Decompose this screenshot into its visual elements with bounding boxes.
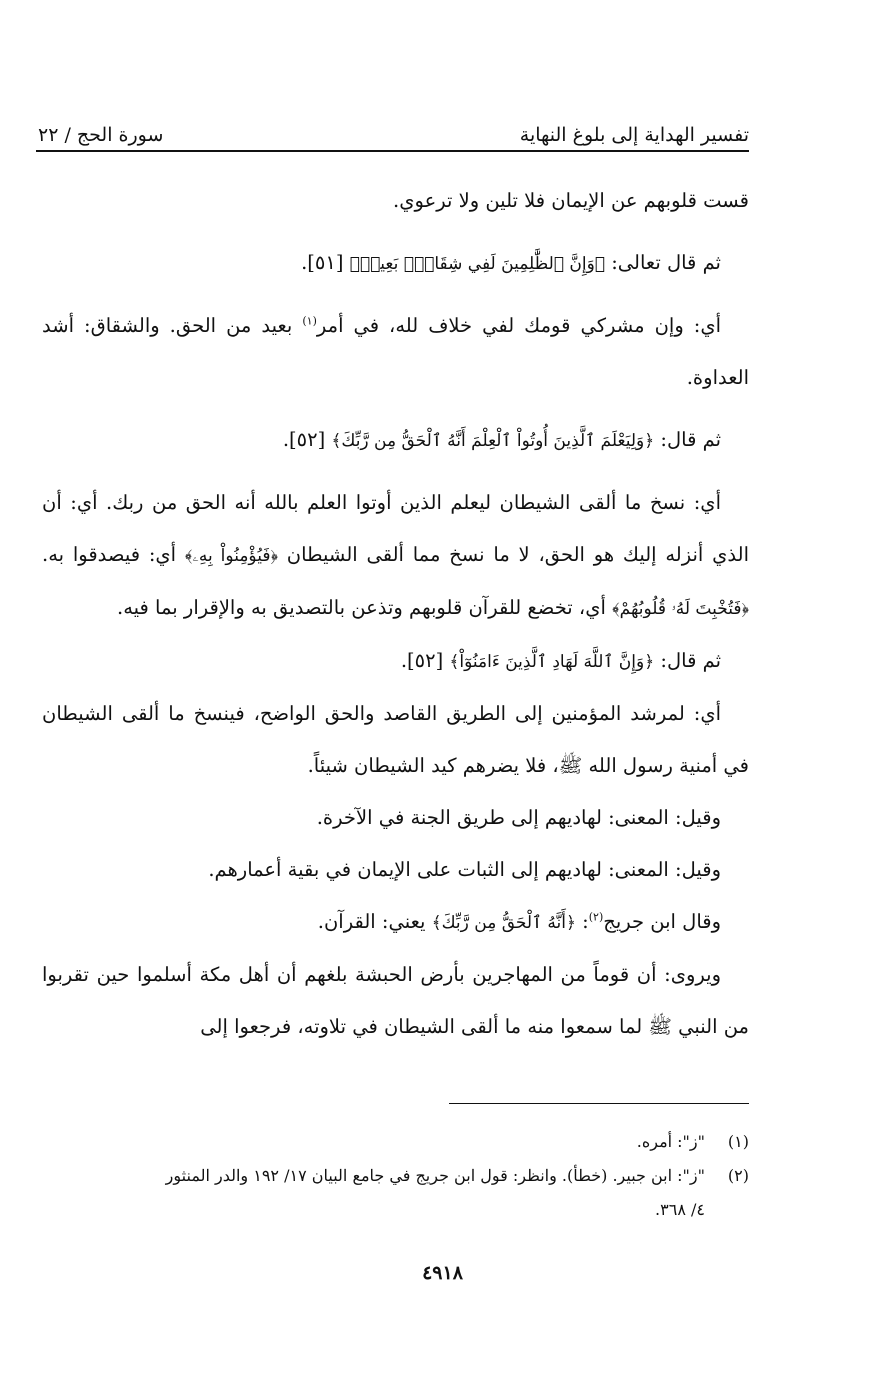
footnotes xyxy=(42,1125,749,1227)
footnote-2-continuation: ٤/ ٣٦٨. xyxy=(655,1200,705,1219)
quran-verse: ﴿وَإِنَّ ٱلظَّٰلِمِينَ لَفِي شِقَاقِۭ بَعِيدٖ﴾ xyxy=(349,254,606,274)
footnote-text: "ز": أمره. xyxy=(636,1132,705,1151)
footnote-rule xyxy=(449,1103,749,1104)
paragraph-1: قست قلوبهم عن الإيمان فلا تلين ولا ترعوي. xyxy=(393,189,749,212)
footnote-ref-2: (٢) xyxy=(588,910,604,924)
quran-verse: ﴿وَلِيَعْلَمَ ٱلَّذِينَ أُوتُواْ ٱلْعِلْمَ أَنَّهُ ٱلْحَقُّ مِن رَّبِّكَ﴾ xyxy=(331,431,655,451)
quran-verse: ﴿أَنَّهُ ٱلْحَقُّ مِن رَّبِّكَ﴾ xyxy=(431,913,576,933)
paragraph-8: وقيل: المعنى: لهاديهم إلى طريق الجنة في الآخرة. xyxy=(316,806,721,829)
main-text xyxy=(42,175,749,1053)
paragraph-9: وقيل: المعنى: لهاديهم إلى الثبات على الإيمان في بقية أعمارهم. xyxy=(208,858,721,881)
surah-reference: سورة الحج / ٢٢ xyxy=(38,124,164,146)
paragraph-11: ويروى: أن قوماً من المهاجرين بأرض الحبشة بلغهم أن أهل مكة أسلموا حين تقربوا من النبي ﷺ لما سمعوا منه ما ألقى الشيطان في تلاوته، فرجعوا إلى xyxy=(42,963,749,1038)
footnote-number: (٢) xyxy=(727,1166,749,1185)
paragraph-2: ثم قال تعالى: ﴿وَإِنَّ ٱلظَّٰلِمِينَ لَفِي شِقَاقِۭ بَعِيدٖ﴾ [٥١]. xyxy=(301,251,721,274)
footnote-2 xyxy=(42,1159,749,1193)
paragraph-5: أي: نسخ ما ألقى الشيطان ليعلم الذين أوتوا العلم بالله أنه الحق من ربك. أي: أن الذي أنزله إليك هو الحق، لا ما نسخ مما ألقى الشيطان ﴿فَيُؤْمِنُواْ بِهِۦ﴾ أي: فيصدقوا به. ﴿فَتُخْبِتَ لَهُۥ قُلُوبُهُمْ﴾ أي، تخضع للقرآن قلوبهم وتذعن بالتصديق به والإقرار بما فيه. xyxy=(42,491,749,619)
footnote-ref-1: (١) xyxy=(302,314,317,328)
book-title: تفسير الهداية إلى بلوغ النهاية xyxy=(519,124,749,146)
paragraph-7: أي: لمرشد المؤمنين إلى الطريق القاصد والحق الواضح، فينسخ ما ألقى الشيطان في أمنية رسول الله ﷺ، فلا يضرهم كيد الشيطان شيئاً. xyxy=(42,702,749,777)
running-header xyxy=(38,112,749,146)
paragraph-3: أي: وإن مشركي قومك لفي خلاف لله، في أمر$^{(١)}$ بعيد من الحق. والشقاق: أشد العداوة. xyxy=(42,314,749,389)
paragraph-6: ثم قال: ﴿وَإِنَّ ٱللَّهَ لَهَادِ ٱلَّذِينَ ءَامَنُوٓاْ﴾ [٥٢]. xyxy=(400,649,721,672)
footnote-1 xyxy=(42,1125,749,1159)
footnote-text: "ز": ابن جبير. (خطأ). وانظر: قول ابن جريج في جامع البيان ١٧/ ١٩٢ والدر المنثور xyxy=(165,1166,705,1185)
paragraph-10: وقال ابن جريج$^{(٢)}$: ﴿أَنَّهُ ٱلْحَقُّ مِن رَّبِّكَ﴾ يعني: القرآن. xyxy=(317,910,721,933)
page-number: ٤٩١٨ xyxy=(422,1262,463,1284)
quran-verse: ﴿فَيُؤْمِنُواْ بِهِۦ﴾ xyxy=(184,546,278,566)
header-rule xyxy=(36,150,749,152)
quran-verse: ﴿وَإِنَّ ٱللَّهَ لَهَادِ ٱلَّذِينَ ءَامَنُوٓاْ﴾ xyxy=(449,652,655,672)
footnote-number: (١) xyxy=(727,1132,749,1151)
paragraph-4: ثم قال: ﴿وَلِيَعْلَمَ ٱلَّذِينَ أُوتُواْ ٱلْعِلْمَ أَنَّهُ ٱلْحَقُّ مِن رَّبِّكَ﴾ [٥٢]. xyxy=(282,428,721,451)
quran-verse: ﴿فَتُخْبِتَ لَهُۥ قُلُوبُهُمْ﴾ xyxy=(612,599,749,619)
